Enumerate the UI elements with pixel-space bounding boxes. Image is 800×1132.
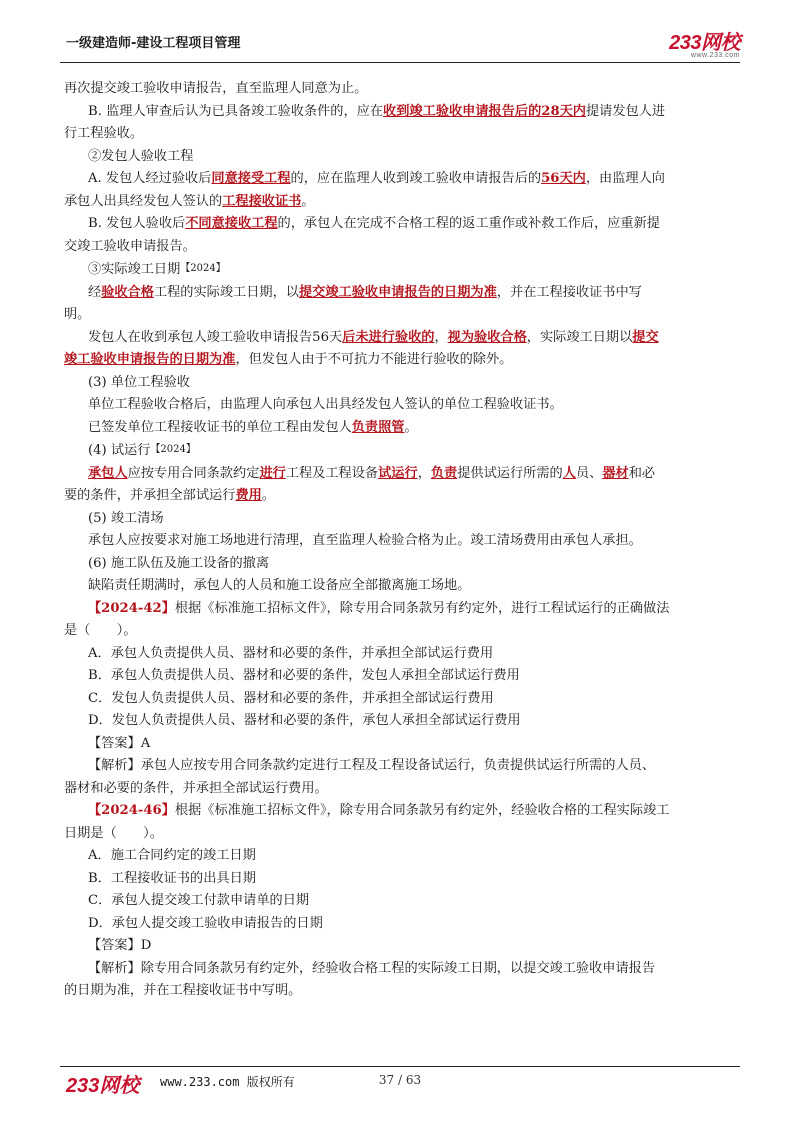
paragraph: 发包人在收到承包人竣工验收申请报告56天后未进行验收的，视为验收合格，实际竣工日期以提交 bbox=[88, 329, 659, 345]
paragraph: 承包人应按要求对施工场地进行清理，直至监理人检验合格为止。竣工清场费用由承包人承担。 bbox=[88, 533, 642, 548]
option: D．承包人提交竣工验收申请报告的日期 bbox=[88, 915, 323, 931]
section-heading: (3) 单位工程验收 bbox=[88, 374, 190, 390]
analysis: 【解析】除专用合同条款另有约定外，经验收合格工程的实际竣工日期，以提交竣工验收申请报告 bbox=[88, 960, 656, 976]
answer: 【答案】A bbox=[88, 735, 151, 751]
paragraph: 明。 bbox=[64, 307, 91, 322]
question-tag: 【2024-46】 bbox=[88, 803, 175, 818]
page-header bbox=[60, 30, 740, 63]
paragraph: B. 监理人审查后认为已具备竣工验收条件的，应在收到竣工验收申请报告后的28天内提请发包人进 bbox=[88, 103, 666, 119]
document-title: 一级建造师-建设工程项目管理 bbox=[66, 36, 241, 51]
question-tag: 【2024-42】 bbox=[88, 600, 175, 616]
paragraph: 交竣工验收申请报告。 bbox=[64, 238, 196, 254]
page-number: 37 / 63 bbox=[378, 1073, 422, 1087]
answer: 【答案】D bbox=[88, 938, 152, 953]
question-2024-42 bbox=[64, 598, 738, 801]
option: C．发包人负责提供人员、器材和必要的条件，并承担全部试运行费用 bbox=[88, 690, 494, 706]
footer-logo: 233网校 bbox=[66, 1075, 140, 1097]
paragraph: 再次提交竣工验收申请报告，直至监理人同意为止。 bbox=[64, 81, 368, 96]
year-tag: 【2024】 bbox=[180, 263, 226, 274]
paragraph: 单位工程验收合格后，由监理人向承包人出具经发包人签认的单位工程验收证书。 bbox=[88, 397, 563, 412]
paragraph: A. 发包人经过验收后同意接受工程的，应在监理人收到竣工验收申请报告后的56天内，由监理人向 bbox=[88, 171, 665, 186]
brand-logo: 233网校 www.233.com bbox=[669, 32, 740, 59]
paragraph: 经验收合格工程的实际竣工日期，以提交竣工验收申请报告的日期为准，并在工程接收证书中写 bbox=[88, 284, 642, 300]
analysis: 【解析】承包人应按专用合同条款约定进行工程及工程设备试运行，负责提供试运行所需的人员、 bbox=[88, 758, 656, 773]
option: C．承包人提交竣工付款申请单的日期 bbox=[88, 893, 310, 908]
question-stem: 日期是（ ）。 bbox=[64, 825, 163, 841]
question-stem: 【2024-46】根据《标准施工招标文件》，除专用合同条款另有约定外，经验收合格的工程实际竣工 bbox=[88, 803, 670, 818]
analysis: 的日期为准，并在工程接收证书中写明。 bbox=[64, 983, 302, 998]
paragraph: 缺陷责任期满时，承包人的人员和施工设备应全部撤离施工场地。 bbox=[88, 578, 471, 593]
question-stem: 是（ ）。 bbox=[64, 623, 137, 638]
paragraph: 已签发单位工程接收证书的单位工程由发包人负责照管。 bbox=[88, 419, 418, 435]
section-heading: ②发包人验收工程 bbox=[88, 148, 194, 164]
option: A．承包人负责提供人员、器材和必要的条件，并承担全部试运行费用 bbox=[88, 645, 494, 661]
section-heading: (5) 竣工清场 bbox=[88, 510, 164, 526]
page-footer bbox=[60, 1066, 740, 1097]
question-stem: 【2024-42】根据《标准施工招标文件》，除专用合同条款另有约定外，进行工程试运行的正确做法 bbox=[88, 600, 670, 616]
question-2024-46 bbox=[64, 800, 738, 1003]
paragraph: B. 发包人验收后不同意接收工程的，承包人在完成不合格工程的返工重作或补救工作后，应重新提 bbox=[88, 216, 660, 231]
option: D．发包人负责提供人员、器材和必要的条件，承包人承担全部试运行费用 bbox=[88, 713, 521, 728]
analysis: 器材和必要的条件，并承担全部试运行费用。 bbox=[64, 780, 328, 796]
copyright: www.233.com 版权所有 bbox=[160, 1075, 295, 1089]
page-content bbox=[64, 78, 738, 1003]
paragraph: 行工程验收。 bbox=[64, 126, 144, 141]
paragraph: 要的条件，并承担全部试运行费用。 bbox=[64, 488, 275, 503]
option: A．施工合同约定的竣工日期 bbox=[88, 848, 256, 863]
option: B．承包人负责提供人员、器材和必要的条件，发包人承担全部试运行费用 bbox=[88, 668, 520, 683]
option: B．工程接收证书的出具日期 bbox=[88, 870, 256, 886]
paragraph: 承包人应按专用合同条款约定进行工程及工程设备试运行，负责提供试运行所需的人员、器材和必 bbox=[88, 465, 656, 481]
section-heading: ③实际竣工日期【2024】 bbox=[88, 262, 226, 277]
section-heading: (6) 施工队伍及施工设备的撤离 bbox=[88, 555, 270, 571]
paragraph: 承包人出具经发包人签认的工程接收证书。 bbox=[64, 193, 315, 209]
paragraph: 竣工验收申请报告的日期为准，但发包人由于不可抗力不能进行验收的除外。 bbox=[64, 352, 513, 367]
year-tag: 【2024】 bbox=[150, 444, 196, 455]
section-heading: (4) 试运行【2024】 bbox=[88, 443, 196, 458]
